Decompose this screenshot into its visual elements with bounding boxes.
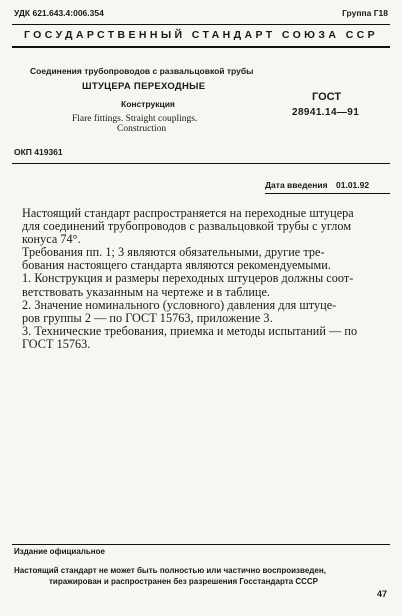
title-main: ШТУЦЕРА ПЕРЕХОДНЫЕ [82,81,206,92]
okp-rule [12,163,390,164]
heading-rule [12,46,390,48]
body-line: ров группы 2 — по ГОСТ 15763, приложение 3. [22,310,273,325]
okp-code: ОКП 419361 [14,147,63,157]
gost-label: ГОСТ [312,91,342,103]
copyright-notice-2: тиражирован и распространен без разрешения Госстандарта СССР [49,577,318,586]
body-line: 1. Конструкция и размеры переходных штуцеров должны соот- [22,271,354,286]
body-line: 2. Значение номинального (условного) давления для штуце- [22,297,337,312]
page-number: 47 [376,589,387,599]
body-line: 3. Технические требования, приемка и методы испытаний — по [22,323,358,338]
body-line: Настоящий стандарт распространяется на переходные штуцера [22,206,354,220]
body-text [22,207,386,351]
title-subtitle: Конструкция [121,99,175,109]
footer-rule [12,544,390,545]
official-edition: Издание официальное [14,547,105,556]
group-code: Группа Г18 [342,8,388,18]
body-line: ветствовать указанным на чертеже и в таблице. [22,284,271,299]
title-english-2: Construction [117,124,167,134]
gost-number: 28941.14—91 [292,107,360,118]
body-line: конуса 74°. [22,232,81,247]
body-line: бования настоящего стандарта являются рекомендуемыми. [22,258,331,273]
body-line: Требования пп. 1; 3 являются обязательными, другие тре- [22,245,325,260]
copyright-notice-1: Настоящий стандарт не может быть полностью или частично воспроизведен, [14,566,326,575]
body-line: ГОСТ 15763. [22,336,91,351]
body-line: для соединений трубопроводов с развальцовкой трубы с углом [22,219,352,234]
intro-date-value: 01.01.92 [336,180,370,190]
intro-date-label: Дата введения [265,180,328,190]
state-standard-heading: ГОСУДАРСТВЕННЫЙ СТАНДАРТ СОЮЗА ССР [23,29,379,41]
title-line-1: Соединения трубопроводов с развальцовкой трубы [30,66,254,76]
udk-code: УДК 621.643.4:006.354 [14,8,104,18]
top-rule [12,24,390,25]
title-english-1: Flare fittings. Straight couplings. [72,114,198,124]
intro-date-underline [265,193,390,194]
